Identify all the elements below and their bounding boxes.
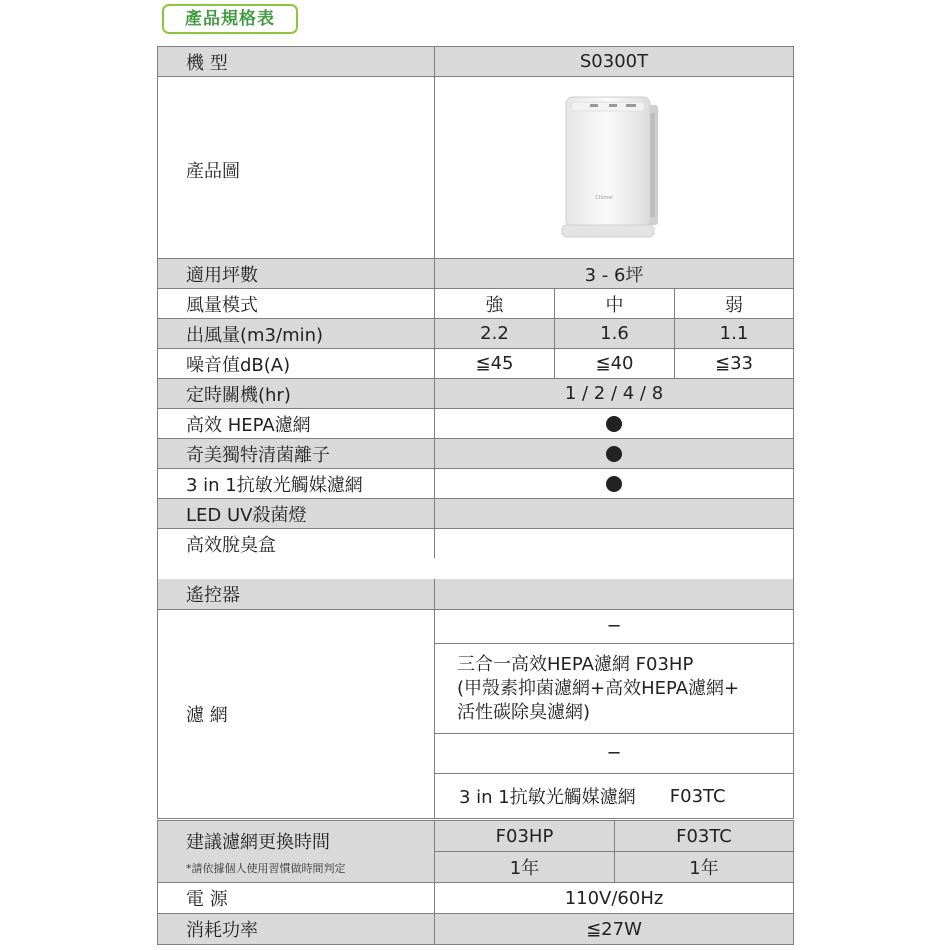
control-button-icon <box>609 104 617 107</box>
spec-table-title: 產品規格表 <box>162 4 298 34</box>
model-value: S0300T <box>434 46 794 77</box>
replace-interval-note: *請依據個人使用習慣做時間判定 <box>186 861 346 875</box>
deodor-box-value <box>434 528 794 559</box>
filter-hepa-desc <box>434 643 794 734</box>
photocatalyst-label: 3 in 1抗敏光觸媒濾網 <box>157 468 435 499</box>
consumption-label: 消耗功率 <box>157 913 435 945</box>
airflow-high: 2.2 <box>434 318 555 349</box>
area-label: 適用坪數 <box>157 258 435 289</box>
timer-value: 1 / 2 / 4 / 8 <box>434 378 794 409</box>
replace-interval-label-cell <box>157 820 435 883</box>
purifier-body <box>566 97 650 227</box>
wind-mode-low: 弱 <box>674 288 794 319</box>
airflow-label: 出風量(m3/min) <box>157 318 435 349</box>
noise-label: 噪音值dB(A) <box>157 348 435 379</box>
included-dot-icon <box>606 416 622 432</box>
filter-hepa-line-1: 三合一高效HEPA濾網 F03HP <box>457 653 694 675</box>
filter-hepa-line-3: 活性碳除臭濾網) <box>457 701 591 723</box>
airflow-low: 1.1 <box>674 318 794 349</box>
filter-dash-2: ─ <box>434 733 794 774</box>
uv-lamp-label: LED UV殺菌燈 <box>157 498 435 529</box>
model-label: 機 型 <box>157 46 435 77</box>
filter-dash-1: ─ <box>434 609 794 644</box>
brand-logo: Chimei <box>595 194 613 201</box>
purifier-base <box>562 225 654 237</box>
product-image-cell <box>434 76 794 259</box>
photocatalyst-value <box>434 468 794 499</box>
noise-mid: ≦40 <box>554 348 675 379</box>
consumption-value: ≦27W <box>434 913 794 945</box>
included-dot-icon <box>606 446 622 462</box>
ion-label: 奇美獨特清菌離子 <box>157 438 435 469</box>
replace-interval-label: 建議濾網更換時間 <box>186 831 330 853</box>
hepa-value <box>434 408 794 439</box>
wind-mode-high: 強 <box>434 288 555 319</box>
hepa-label: 高效 HEPA濾網 <box>157 408 435 439</box>
remote-label: 遙控器 <box>157 578 435 610</box>
filter-photocatalyst-name: 3 in 1抗敏光觸媒濾網 <box>459 787 636 808</box>
replace-header-hepa: F03HP <box>434 820 615 852</box>
ion-value <box>434 438 794 469</box>
timer-label: 定時關機(hr) <box>157 378 435 409</box>
control-button-icon <box>590 104 598 107</box>
control-button-icon <box>626 104 636 107</box>
filter-photocatalyst <box>434 773 794 819</box>
spacer-row <box>157 558 794 579</box>
replace-value-tc: 1年 <box>614 851 794 883</box>
power-value: 110V/60Hz <box>434 882 794 914</box>
product-image-label: 產品圖 <box>157 76 435 259</box>
replace-header-tc: F03TC <box>614 820 794 852</box>
spec-table <box>157 46 794 946</box>
deodor-box-label: 高效脫臭盒 <box>157 528 435 559</box>
noise-low: ≦33 <box>674 348 794 379</box>
uv-lamp-value <box>434 498 794 529</box>
filter-label: 濾 網 <box>157 609 435 819</box>
airflow-mid: 1.6 <box>554 318 675 349</box>
filter-photocatalyst-code: F03TC <box>669 785 726 807</box>
power-label: 電 源 <box>157 882 435 914</box>
wind-mode-label: 風量模式 <box>157 288 435 319</box>
remote-value <box>434 578 794 610</box>
included-dot-icon <box>606 476 622 492</box>
noise-high: ≦45 <box>434 348 555 379</box>
area-value: 3 - 6坪 <box>434 258 794 289</box>
replace-value-hepa: 1年 <box>434 851 615 883</box>
filter-hepa-line-2: (甲殼素抑菌濾網+高效HEPA濾網+ <box>457 677 740 699</box>
wind-mode-mid: 中 <box>554 288 675 319</box>
air-purifier-image <box>554 93 674 243</box>
